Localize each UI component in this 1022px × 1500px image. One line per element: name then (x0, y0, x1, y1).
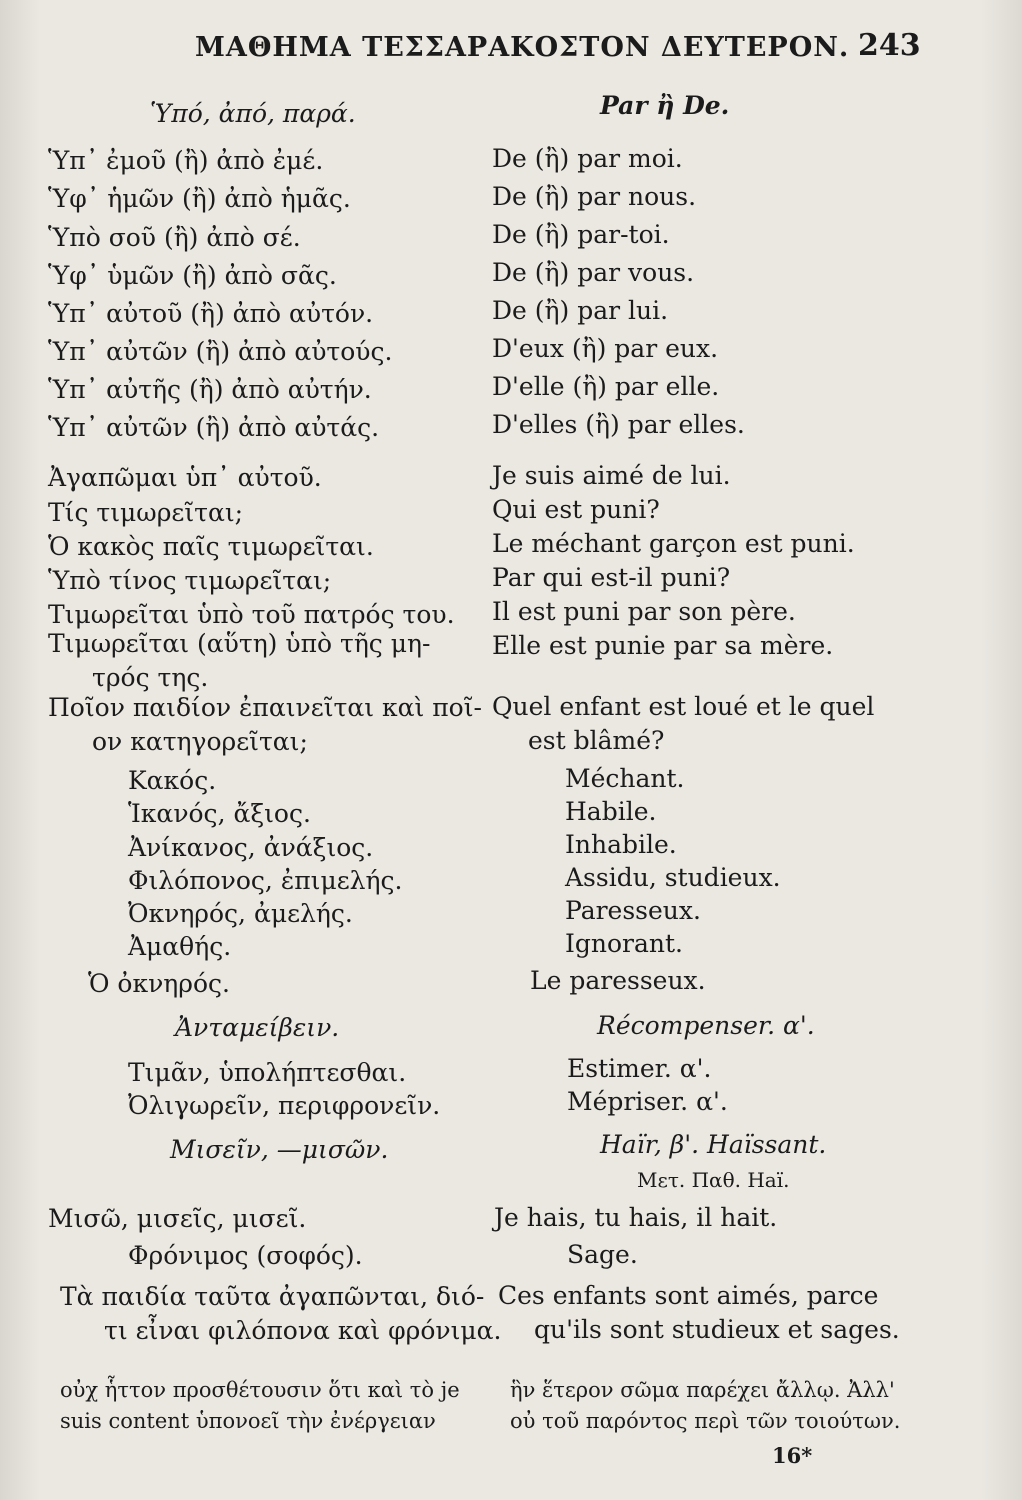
greek-line: Ὑπὸ τίνος τιμωρεῖται; (48, 566, 332, 595)
greek-line: Τιμωρεῖται ὑπὸ τοῦ πατρός του. (48, 600, 455, 629)
greek-line: Φιλόπονος, ἐπιμελής. (128, 866, 403, 895)
greek-line: Ὑφ᾽ ὑμῶν (ἢ) ἀπὸ σᾶς. (48, 261, 337, 290)
french-line: Elle est punie par sa mère. (492, 631, 834, 660)
french-line: Récompenser. α'. (597, 1011, 815, 1040)
french-line: Le méchant garçon est puni. (492, 529, 855, 558)
greek-line: Ὑπό, ἀπό, παρά. (150, 99, 356, 128)
greek-line: Ὁ ὀκνηρός. (88, 969, 230, 998)
greek-line: Ὑπ᾽ αὐτοῦ (ἢ) ἀπὸ αὐτόν. (48, 299, 374, 328)
french-line: Par qui est-il puni? (492, 563, 731, 592)
greek-line: Ὀλιγωρεῖν, περιφρονεῖν. (128, 1091, 441, 1120)
french-line: Assidu, studieux. (565, 863, 781, 892)
greek-line: Τιμᾶν, ὑπολήπτεσθαι. (128, 1058, 407, 1087)
running-header (0, 28, 1022, 68)
page-number: 243 (858, 28, 921, 63)
french-line: Le paresseux. (530, 966, 706, 995)
footnote-line: ἣν ἕτερον σῶμα παρέχει ἄλλῳ. Ἀλλ' (510, 1378, 895, 1402)
greek-line: Τίς τιμωρεῖται; (48, 498, 244, 527)
french-line: Méchant. (565, 764, 685, 793)
french-line: Je suis aimé de lui. (492, 461, 731, 490)
greek-line: Κακός. (128, 766, 217, 795)
greek-line: Ὀκνηρός, ἀμελής. (128, 899, 353, 928)
french-line: Haïr, β'. Haïssant. (600, 1130, 827, 1159)
french-line: De (ἢ) par lui. (492, 296, 669, 325)
french-line: Habile. (565, 797, 657, 826)
greek-line: Ὁ κακὸς παῖς τιμωρεῖται. (48, 532, 374, 561)
greek-line: Ἀμαθής. (128, 932, 232, 961)
greek-line: τι εἶναι φιλόπονα καὶ φρόνιμα. (104, 1316, 502, 1345)
footnote-line: suis content ὑπονοεῖ τὴν ἐνέργειαν (60, 1409, 436, 1433)
greek-line: Μισεῖν, —μισῶν. (170, 1135, 389, 1164)
french-line: est blâmé? (528, 726, 665, 755)
french-line: Μετ. Παθ. Haï. (637, 1168, 790, 1192)
greek-line: Ὑφ᾽ ἡμῶν (ἢ) ἀπὸ ἡμᾶς. (48, 184, 351, 213)
french-line: D'eux (ἢ) par eux. (492, 334, 719, 363)
greek-line: Μισῶ, μισεῖς, μισεῖ. (48, 1204, 307, 1233)
greek-line: Φρόνιμος (σοφός). (128, 1241, 363, 1270)
page-title: ΜΑΘΗΜΑ ΤΕΣΣΑΡΑΚΟΣΤΟΝ ΔΕΥΤΕΡΟΝ. (195, 32, 850, 63)
french-line: qu'ils sont studieux et sages. (534, 1315, 900, 1344)
french-line: Je hais, tu hais, il hait. (494, 1203, 778, 1232)
greek-line: Τὰ παιδία ταῦτα ἀγαπῶνται, διό- (60, 1282, 485, 1311)
french-line: D'elles (ἢ) par elles. (492, 410, 745, 439)
french-line: Ces enfants sont aimés, parce (498, 1281, 879, 1310)
french-line: De (ἢ) par nous. (492, 182, 697, 211)
greek-line: Ὑπ᾽ αὐτῆς (ἢ) ἀπὸ αὐτήν. (48, 375, 372, 404)
greek-line: τρός της. (92, 663, 209, 692)
greek-line: Ἀνταμείβειν. (175, 1013, 340, 1042)
footnote-line: οὐ τοῦ παρόντος περὶ τῶν τοιούτων. (510, 1409, 901, 1433)
french-line: D'elle (ἢ) par elle. (492, 372, 720, 401)
french-line: Il est puni par son père. (492, 597, 796, 626)
greek-line: Ἀγαπῶμαι ὑπ᾽ αὐτοῦ. (48, 463, 322, 492)
french-line: De (ἢ) par moi. (492, 144, 683, 173)
greek-line: Ὑπ᾽ αὐτῶν (ἢ) ἀπὸ αὐτούς. (48, 337, 393, 366)
greek-line: ον κατηγορεῖται; (92, 727, 308, 756)
french-line: Quel enfant est loué et le quel (492, 692, 875, 721)
greek-line: Ποῖον παιδίον ἐπαινεῖται καὶ ποῖ- (48, 693, 482, 722)
footnote-line: οὐχ ἧττον προσθέτουσιν ὅτι καὶ τὸ je (60, 1378, 460, 1402)
greek-line: Ὑπ᾽ ἐμοῦ (ἢ) ἀπὸ ἐμέ. (48, 146, 324, 175)
french-line: Inhabile. (565, 830, 677, 859)
greek-line: Ὑπὸ σοῦ (ἢ) ἀπὸ σέ. (48, 223, 301, 252)
french-line: De (ἢ) par-toi. (492, 220, 670, 249)
greek-line: Τιμωρεῖται (αὕτη) ὑπὸ τῆς μη- (48, 629, 431, 658)
french-line: De (ἢ) par vous. (492, 258, 695, 287)
french-line: Sage. (567, 1240, 638, 1269)
french-line: Ignorant. (565, 929, 683, 958)
footnote-line: 16* (772, 1443, 813, 1468)
french-line: Paresseux. (565, 896, 701, 925)
french-line: Par ἢ De. (600, 91, 730, 120)
greek-line: Ὑπ᾽ αὐτῶν (ἢ) ἀπὸ αὐτάς. (48, 413, 380, 442)
greek-line: Ἱκανός, ἄξιος. (128, 799, 311, 828)
french-line: Qui est puni? (492, 495, 660, 524)
greek-line: Ἀνίκανος, ἀνάξιος. (128, 833, 374, 862)
french-line: Estimer. α'. (567, 1054, 712, 1083)
french-line: Mépriser. α'. (567, 1087, 728, 1116)
